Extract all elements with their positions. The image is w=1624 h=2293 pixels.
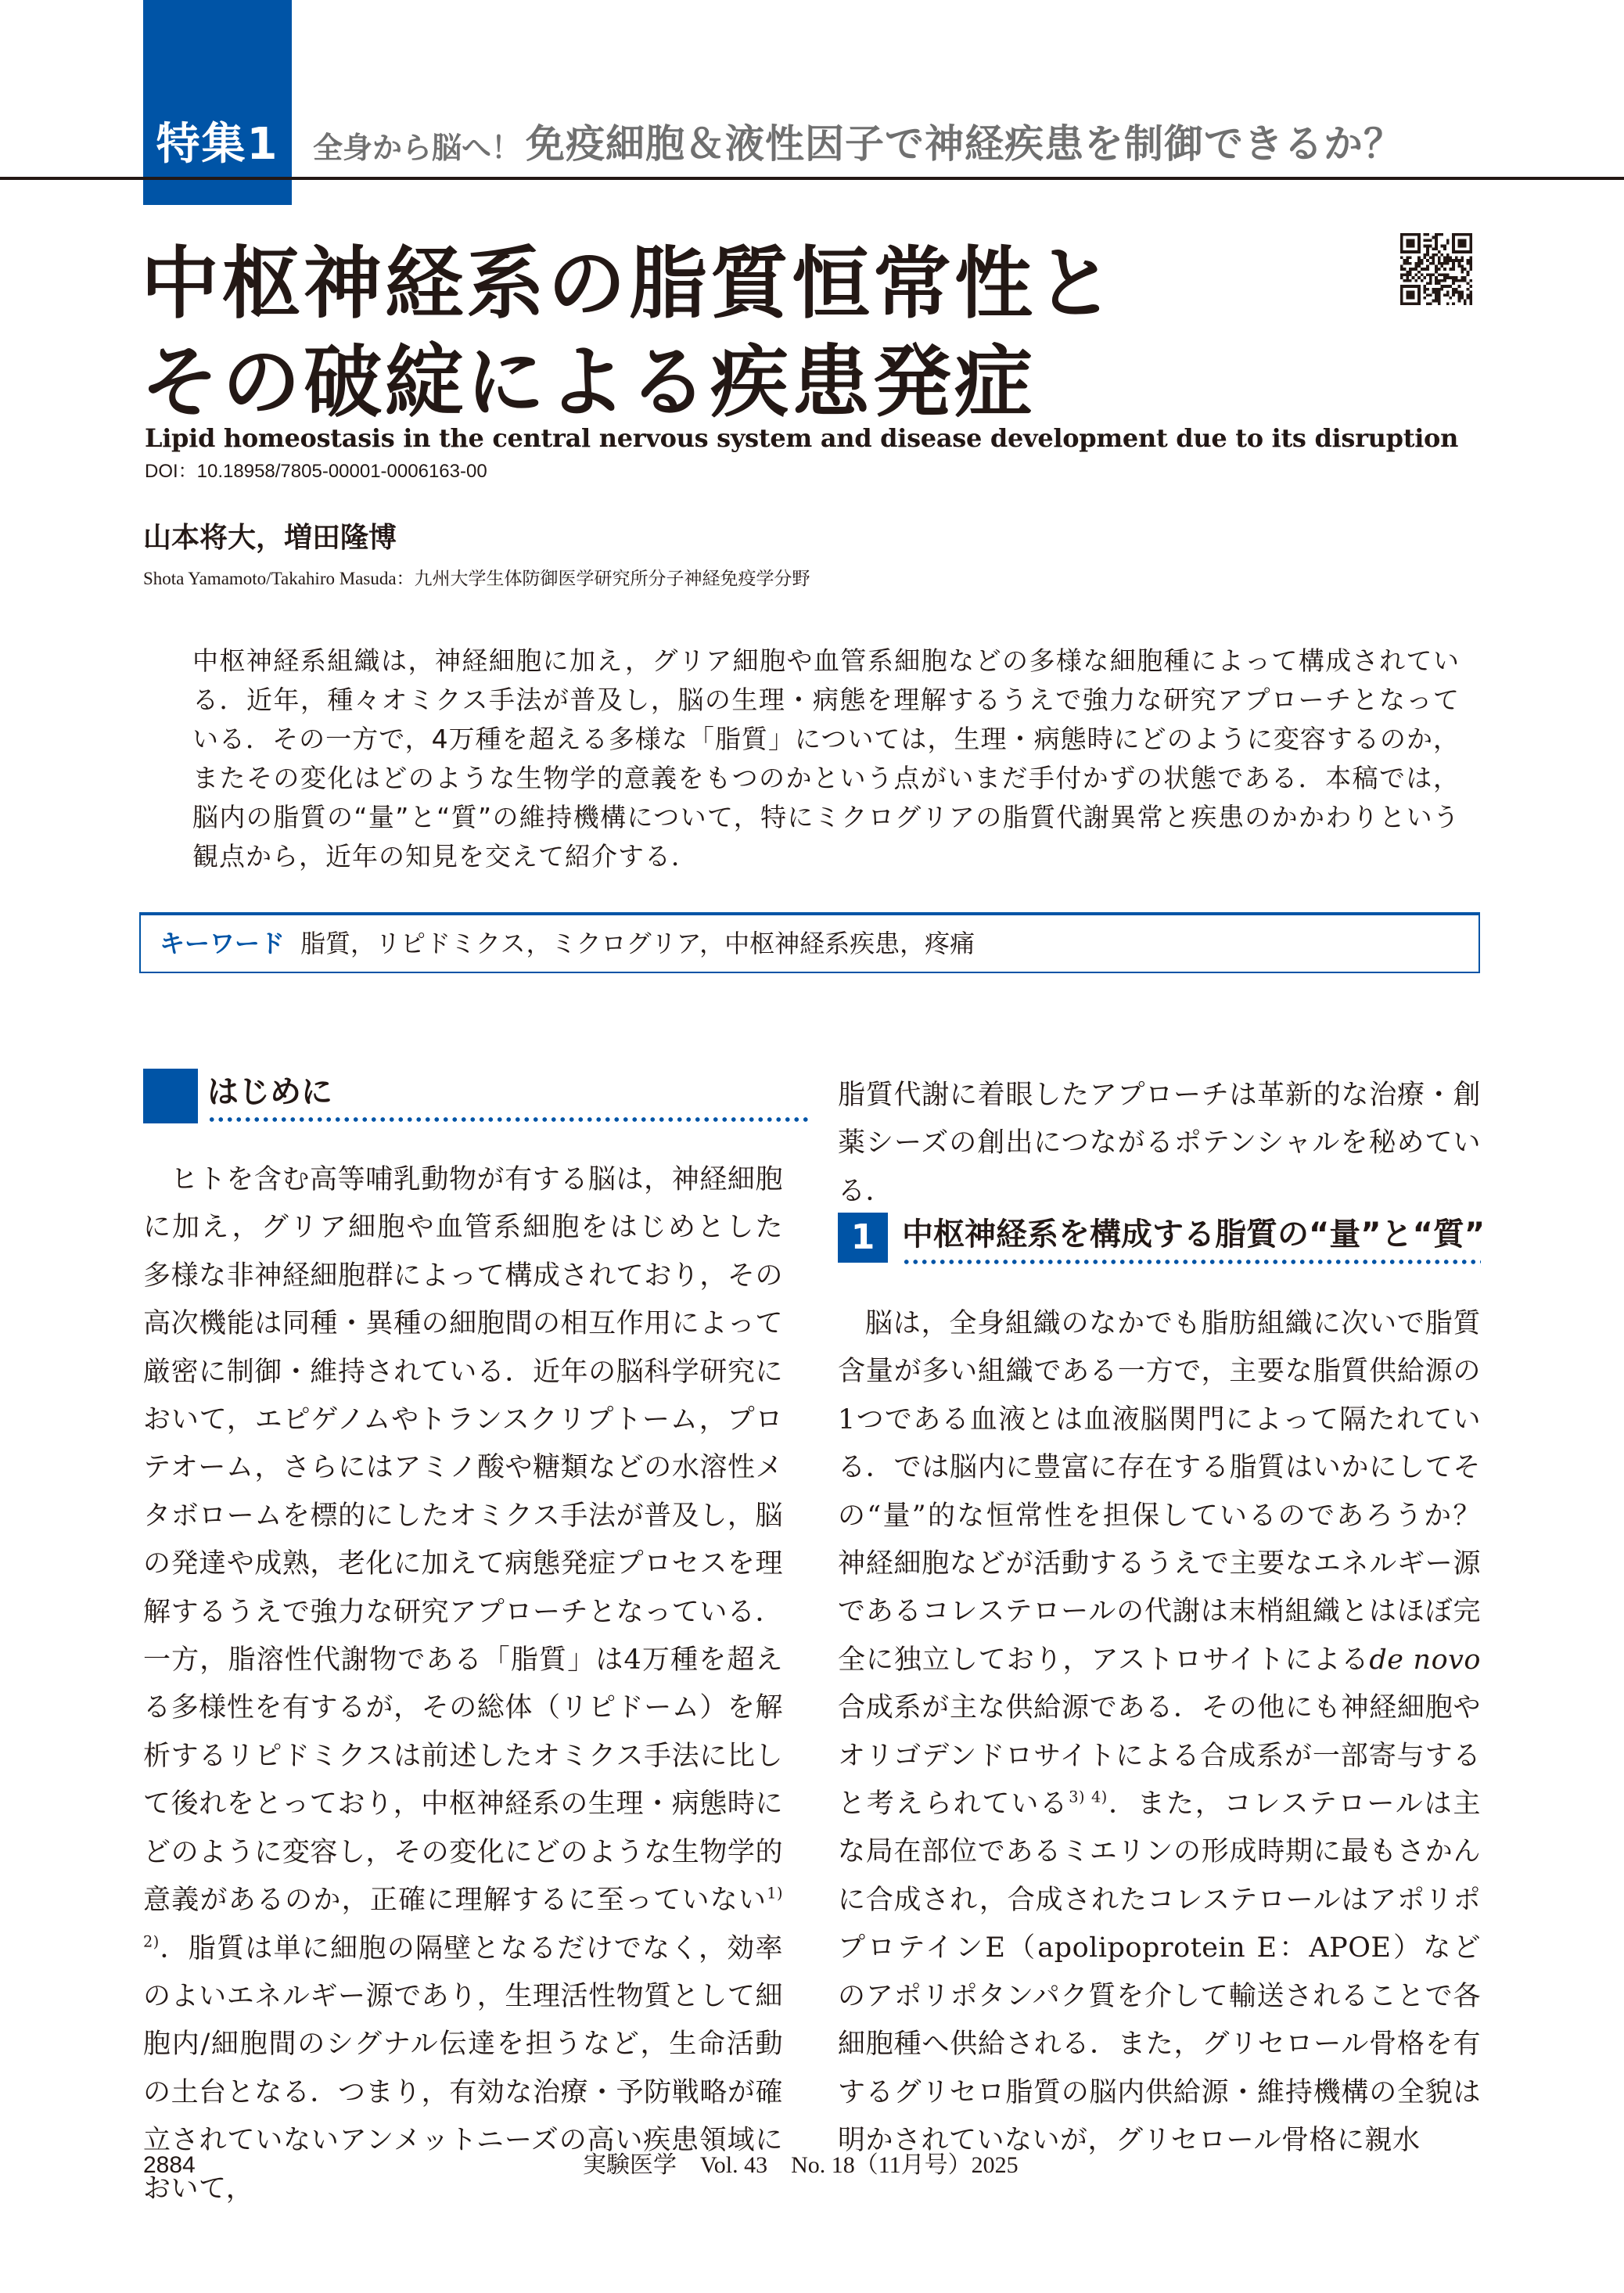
affiliation: Shota Yamamoto/Takahiro Masuda：九州大学生体防御医学研究所分子神経免疫学分野 xyxy=(143,569,810,588)
article-title xyxy=(141,235,1117,432)
section-dotted-rule xyxy=(207,1117,810,1122)
keywords-box xyxy=(139,912,1480,973)
paragraph-text: ヒトを含む高等哺乳動物が有する脳は，神経細胞に加え，グリア細胞や血管系細胞をはじめとした多様な非神経細胞群によって構成されており，その高次機能は同種・異種の細胞間の相互作用によって厳密に制御・維持されている．近年の脳科学研究において，エピゲノムやトランスクリプトーム，プロテオーム，さらにはアミノ酸や糖類などの水溶性メタボロームを標的にしたオミクス手法が普及し，脳の発達や成熟，老化に加えて病態発症プロセスを理解するうえで強力な研究アプローチとなっている．一方，脂溶性代謝物である「脂質」は4万種を超える多様性を有するが，その総体（リピドーム）を解析するリピドミクスは前述したオミクス手法に比して後れをとっており，中枢神経系の生理・病態時にどのように変容し，その変化にどのような生物学的意義があるのか，正確に理解するに至っていない xyxy=(143,1164,783,1917)
paragraph xyxy=(143,1156,783,2213)
title-line-2: その破綻による疾患発症 xyxy=(141,336,1036,428)
column-right xyxy=(838,1300,1481,2165)
column-right-top xyxy=(838,1072,1481,1216)
section-title: 中枢神経系を構成する脂質の“量”と“質” xyxy=(902,1217,1486,1253)
section-dotted-rule xyxy=(902,1260,1481,1264)
series-subtitle: 全身から脳へ！ xyxy=(313,131,522,165)
citation[interactable]: 3) 4) xyxy=(1069,1788,1108,1806)
paragraph xyxy=(838,1300,1481,2165)
page-number: 2884 xyxy=(143,2152,196,2178)
feature-label: 特集1 xyxy=(156,119,279,170)
paragraph-text: ．脂質は単に細胞の隔壁となるだけでなく，効率のよいエネルギー源であり，生理活性物質として細胞内/細胞間のシグナル伝達を担うなど，生命活動の土台となる．つまり，有効な治療・予防戦略が確立されていないアンメットニーズの高い疾患領域において， xyxy=(143,1932,783,2205)
abstract: 中枢神経系組織は，神経細胞に加え，グリア細胞や血管系細胞などの多様な細胞種によって構成されている．近年，種々オミクス手法が普及し，脳の生理・病態を理解するうえで強力な研究アプローチとなっている．その一方で，4万種を超える多様な「脂質」については，生理・病態時にどのように変容するのか，またその変化はどのような生物学的意義をもつのかという点がいまだ手付かずの状態である．本稿では，脳内の脂質の“量”と“質”の維持機構について，特にミクログリアの脂質代謝異常と疾患のかかわりという観点から，近年の知見を交えて紹介する． xyxy=(192,645,1461,872)
paragraph-continued: 脂質代謝に着眼したアプローチは革新的な治療・創薬シーズの創出につながるポテンシャルを秘めている． xyxy=(838,1080,1481,1207)
english-title: Lipid homeostasis in the central nervous system and disease development due to its disruption xyxy=(145,423,1459,453)
section-title: はじめに xyxy=(207,1074,332,1110)
authors: 山本将大，増田隆博 xyxy=(143,522,397,554)
section-marker xyxy=(143,1069,198,1123)
journal-footer: 実験医学 Vol. 43 No. 18（11月号）2025 xyxy=(583,2152,1019,2178)
keywords-label: キーワード xyxy=(160,929,286,958)
qr-code-icon[interactable] xyxy=(1400,233,1472,305)
italic-term: de novo xyxy=(1369,1644,1482,1676)
paragraph-text: 脳は，全身組織のなかでも脂肪組織に次いで脂質含量が多い組織である一方で，主要な脂質供給源の1つである血液とは血液脳関門によって隔たれている．では脳内に豊富に存在する脂質はいかにしてその“量”的な恒常性を担保しているのであろうか？ 神経細胞などが活動するうえで主要なエネルギー源であるコレステロールの代謝は末梢組織とはほぼ完全に独立しており，アストロサイトによる xyxy=(838,1308,1481,1676)
qr-modules xyxy=(1400,233,1472,305)
paragraph-text: ．また，コレステロールは主な局在部位であるミエリンの形成時期に最もさかんに合成され，合成されたコレステロールはアポリポプロテインE（apolipoprotein E：APOE）などのアポリポタンパク質を介して輸送されることで各細胞種へ供給される．また，グリセロール骨格を有するグリセロ脂質の脳内供給源・維持機構の全貌は明かされていないが，グリセロール骨格に親水 xyxy=(838,1788,1481,2156)
paragraph-text: 合成系が主な供給源である．その他にも神経細胞やオリゴデンドロサイトによる合成系が一部寄与すると考えられている xyxy=(838,1692,1481,1820)
keywords-values: 脂質，リピドミクス，ミクログリア，中枢神経系疾患，疼痛 xyxy=(300,929,975,958)
citation[interactable]: 1) 2) xyxy=(143,1884,783,1951)
doi[interactable]: DOI：10.18958/7805-00001-0006163-00 xyxy=(145,461,487,482)
feature-tab xyxy=(143,0,292,205)
header-rule xyxy=(0,177,1624,180)
title-line-1: 中枢神経系の脂質恒常性と xyxy=(141,238,1117,329)
series-title: 免疫細胞＆液性因子で神経疾患を制御できるか？ xyxy=(526,121,1403,167)
section-number-badge: 1 xyxy=(838,1213,888,1263)
column-left xyxy=(143,1156,783,2213)
